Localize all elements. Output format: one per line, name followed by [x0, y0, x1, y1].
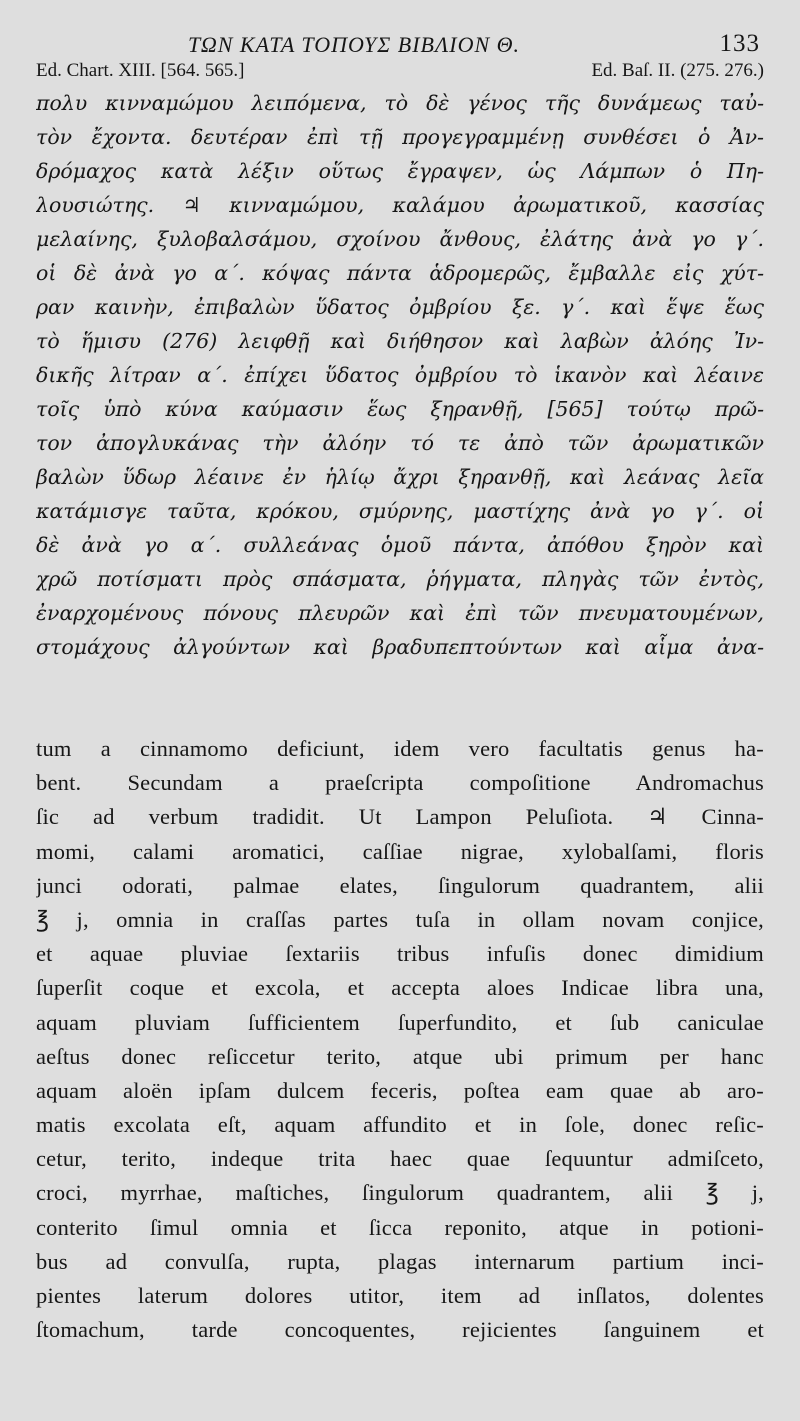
greek-line: πολυ κινναμώμου λειπόμενα, τὸ δὲ γένος τῆς δυνάμεως ταὐ-: [36, 91, 764, 115]
greek-line: χρῶ ποτίσματι πρὸς σπάσματα, ῥήγματα, πληγὰς τῶν ἐντὸς,: [36, 567, 764, 591]
edition-chartier-reference: Ed. Chart. XIII. [564. 565.]: [36, 60, 245, 81]
latin-line: et aquae pluviae ſextariis tribus infuſis donec dimidium: [36, 941, 764, 967]
latin-line: croci, myrrhae, maſtiches, ſingulorum quadrantem, alii ℥ j,: [36, 1180, 764, 1206]
edition-reference-line: [36, 58, 764, 86]
greek-line: τοῖς ὑπὸ κύνα καύμασιν ἕως ξηρανθῇ, [565] τούτῳ πρῶ-: [36, 397, 764, 421]
latin-line: aeſtus donec reſiccetur terito, atque ubi primum per hanc: [36, 1043, 764, 1069]
greek-text-block: [36, 86, 764, 664]
latin-line: aquam aloën ipſam dulcem feceris, poſtea eam quae ab aro-: [36, 1077, 764, 1103]
latin-line: ℥ j, omnia in craſſas partes tuſa in ollam novam conjice,: [36, 906, 764, 932]
greek-line: βαλὼν ὕδωρ λέαινε ἐν ἡλίῳ ἄχρι ξηρανθῇ, καὶ λεάνας λεῖα: [36, 465, 764, 489]
latin-line: bus ad convulſa, rupta, plagas internarum partium inci-: [36, 1248, 764, 1274]
latin-line: bent. Secundam a praeſcripta compoſitione Andromachus: [36, 770, 764, 796]
greek-line: κατάμισγε ταῦτα, κρόκου, σμύρνης, μαστίχης ἀνὰ γο γ΄. οἱ: [36, 499, 764, 523]
latin-line: aquam pluviam ſufficientem ſuperfundito, et ſub caniculae: [36, 1009, 764, 1035]
greek-line: δὲ ἀνὰ γο α΄. συλλεάνας ὁμοῦ πάντα, ἀπόθου ξηρὸν καὶ: [36, 533, 764, 557]
greek-line: τὸ ἥμισυ (276) λειφθῇ καὶ διήθησον καὶ λαβὼν ἀλόης Ἰν-: [36, 329, 764, 353]
greek-line: τον ἀπογλυκάνας τὴν ἀλόην τό τε ἀπὸ τῶν ἀρωματικῶν: [36, 431, 764, 455]
greek-line: μελαίνης, ξυλοβαλσάμου, σχοίνου ἄνθους, ἐλάτης ἀνὰ γο γ΄.: [36, 227, 764, 251]
latin-line: matis excolata eſt, aquam affundito et in ſole, donec reſic-: [36, 1112, 764, 1138]
latin-line: ſtomachum, tarde concoquentes, rejicientes ſanguinem et: [36, 1317, 764, 1343]
page-number: 133: [719, 30, 760, 57]
greek-line: οἱ δὲ ἀνὰ γο α΄. κόψας πάντα ἁδρομερῶς, ἔμβαλλε εἰς χύτ-: [36, 261, 764, 285]
greek-line: δρόμαχος κατὰ λέξιν οὕτως ἔγραψεν, ὡς Λάμπων ὁ Πη-: [36, 159, 764, 183]
greek-line: λουσιώτης. ♃ κινναμώμου, καλάμου ἀρωματικοῦ, κασσίας: [36, 193, 764, 217]
greek-line: ἐναρχομένους πόνους πλευρῶν καὶ ἐπὶ τῶν πνευματουμένων,: [36, 601, 764, 625]
latin-line: momi, calami aromatici, caſſiae nigrae, xylobalſami, floris: [36, 838, 764, 864]
column-gap: [36, 664, 764, 732]
latin-line: cetur, terito, indeque trita haec quae ſequuntur admiſceto,: [36, 1146, 764, 1172]
edition-basel-reference: Ed. Baſ. II. (275. 276.): [591, 60, 764, 81]
latin-line: ſic ad verbum tradidit. Ut Lampon Peluſiota. ♃ Cinna-: [36, 804, 764, 830]
greek-line: τὸν ἔχοντα. δευτέραν ἐπὶ τῇ προγεγραμμένῃ συνθέσει ὁ Ἀν-: [36, 125, 764, 149]
greek-line: ραν καινὴν, ἐπιβαλὼν ὕδατος ὀμβρίου ξε. γ΄. καὶ ἕψε ἕως: [36, 295, 764, 319]
greek-line: στομάχους ἀλγούντων καὶ βραδυπεπτούντων καὶ αἷμα ἀνα-: [36, 635, 764, 659]
latin-line: pientes laterum dolores utitor, item ad inſlatos, dolentes: [36, 1283, 764, 1308]
latin-line: ſuperſit coque et excola, et accepta aloes Indicae libra una,: [36, 975, 764, 1001]
running-head: [36, 28, 764, 58]
latin-line: junci odorati, palmae elates, ſingulorum quadrantem, alii: [36, 872, 764, 898]
running-title: ΤΩΝ ΚΑΤΑ ΤΟΠΟΥΣ ΒΙΒΛΙΟΝ Θ.: [188, 32, 521, 57]
latin-line: conterito ſimul omnia et ſicca reponito, atque in potioni-: [36, 1214, 764, 1240]
latin-text-block: [36, 732, 764, 1347]
greek-line: δικῆς λίτραν α΄. ἐπίχει ὕδατος ὀμβρίου τὸ ἱκανὸν καὶ λέαινε: [36, 363, 764, 387]
latin-line: tum a cinnamomo deficiunt, idem vero facultatis genus ha-: [36, 736, 764, 761]
